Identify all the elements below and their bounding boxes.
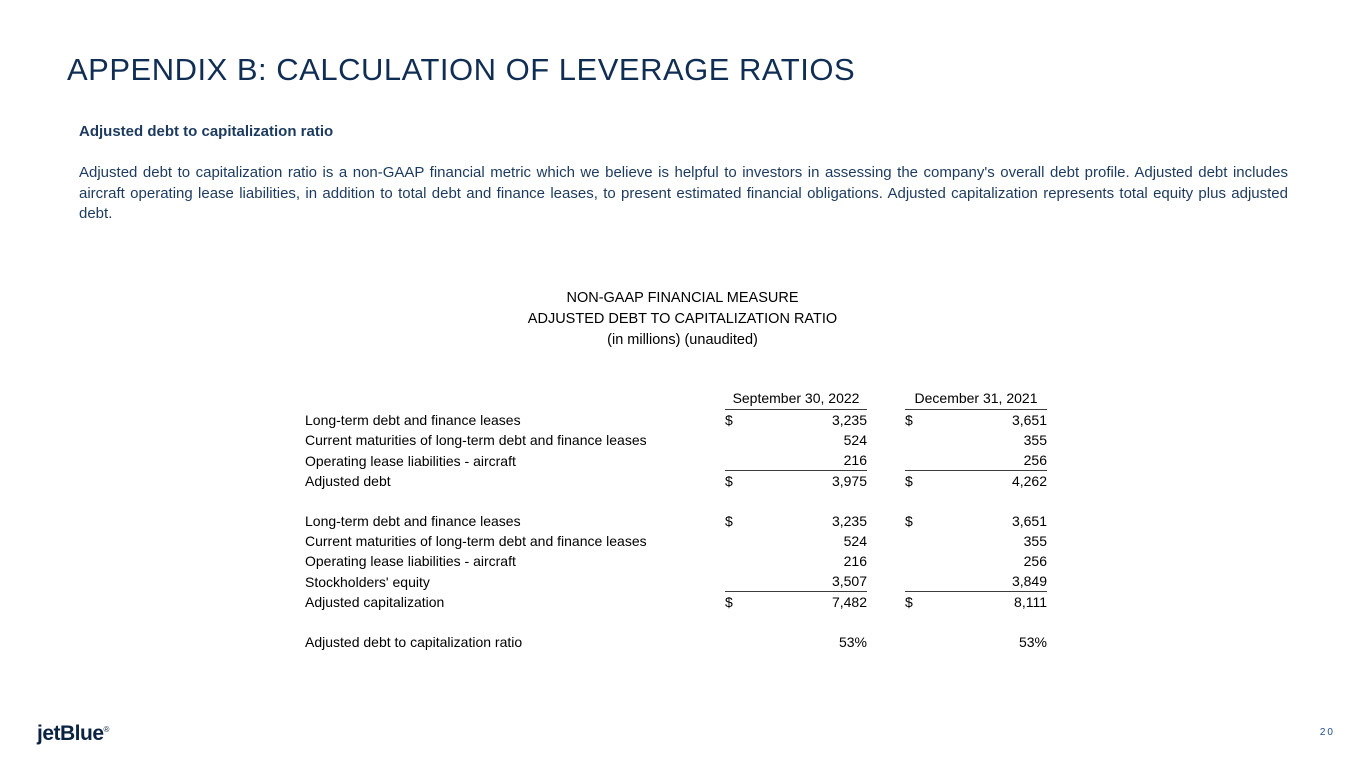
table-row-total: [305, 471, 1047, 492]
table-row: [305, 511, 1047, 531]
value-cell: 53%: [1018, 634, 1047, 650]
financial-table: [305, 388, 1047, 652]
table-row-total: [305, 592, 1047, 613]
column-gap: [867, 571, 905, 592]
currency-cell: [725, 430, 755, 450]
row-label: Stockholders' equity: [305, 573, 430, 590]
value-cell: 3,849: [935, 571, 1047, 592]
currency-cell: [905, 531, 935, 551]
currency-cell: $: [725, 412, 733, 428]
currency-cell: [905, 632, 935, 652]
row-label: Long-term debt and finance leases: [305, 412, 521, 428]
header-spacer: [305, 388, 725, 410]
table-row: [305, 430, 1047, 450]
section-spacer: [305, 612, 1047, 632]
currency-cell: $: [725, 473, 733, 489]
value-cell: 7,482: [831, 594, 867, 610]
currency-cell: [725, 632, 755, 652]
column-gap: [867, 632, 905, 652]
currency-cell: [905, 450, 935, 471]
table-heading-line-2: ADJUSTED DEBT TO CAPITALIZATION RATIO: [527, 311, 838, 327]
section-heading: Adjusted debt to capitalization ratio: [79, 123, 334, 140]
row-label: Adjusted debt to capitalization ratio: [305, 634, 523, 650]
value-cell: 524: [843, 533, 867, 549]
column-gap: [867, 511, 905, 531]
currency-cell: [905, 430, 935, 450]
column-gap: [867, 410, 905, 431]
value-cell: 3,651: [1011, 513, 1047, 529]
intro-paragraph: Adjusted debt to capitalization ratio is a non-GAAP financial metric which we believe is helpful to investors in assessing the company's overall debt profile. Adjusted debt includes aircraft operating lease liabilities, in addition to total debt and finance leases, to present estimated financial obligations. Adjusted capitalization represents total equity plus adjusted debt.: [79, 164, 1288, 222]
table-row: [305, 410, 1047, 431]
table-heading-line-3: (in millions) (unaudited): [607, 332, 758, 348]
table-header-row: [305, 388, 1047, 410]
value-cell: 3,651: [1011, 412, 1047, 428]
value-cell: 216: [755, 450, 867, 471]
row-label: Adjusted debt: [305, 473, 391, 489]
currency-cell: $: [725, 513, 733, 529]
row-label: Operating lease liabilities - aircraft: [305, 553, 516, 569]
value-cell: 3,235: [831, 513, 867, 529]
column-gap: [867, 430, 905, 450]
column-gap: [867, 531, 905, 551]
column-header-dec-2021: December 31, 2021: [905, 388, 1047, 410]
section-spacer: [305, 491, 1047, 511]
column-header-sep-2022: September 30, 2022: [725, 388, 867, 410]
table-row: [305, 531, 1047, 551]
page-number: 20: [1319, 727, 1335, 738]
row-label: Adjusted capitalization: [305, 594, 445, 610]
value-cell: 256: [1023, 553, 1047, 569]
currency-cell: $: [905, 594, 913, 610]
value-cell: 3,235: [831, 412, 867, 428]
row-label: Current maturities of long-term debt and finance leases: [305, 432, 647, 448]
jetblue-logo: [37, 722, 109, 746]
currency-cell: [725, 571, 755, 592]
value-cell: 355: [1023, 432, 1047, 448]
currency-cell: $: [905, 513, 913, 529]
row-label: Current maturities of long-term debt and finance leases: [305, 533, 647, 549]
currency-cell: [725, 450, 755, 471]
currency-cell: $: [725, 594, 733, 610]
currency-cell: [725, 531, 755, 551]
table-heading-line-1: NON-GAAP FINANCIAL MEASURE: [566, 290, 799, 306]
value-cell: 524: [843, 432, 867, 448]
row-label: Operating lease liabilities - aircraft: [305, 452, 516, 469]
value-cell: 3,975: [831, 473, 867, 489]
currency-cell: $: [905, 473, 913, 489]
value-cell: 3,507: [755, 571, 867, 592]
table-heading: [0, 288, 1365, 351]
table-row-ratio: [305, 632, 1047, 652]
header-gap: [867, 388, 905, 410]
jetblue-logo-text: jetBlue: [37, 722, 104, 745]
value-cell: 8,111: [1014, 594, 1047, 610]
table-row: [305, 551, 1047, 571]
currency-cell: [725, 551, 755, 571]
row-label: Long-term debt and finance leases: [305, 513, 521, 529]
table-row: [305, 450, 1047, 471]
page-title: APPENDIX B: CALCULATION OF LEVERAGE RATIOS: [67, 52, 856, 87]
value-cell: 355: [1023, 533, 1047, 549]
currency-cell: $: [905, 412, 913, 428]
column-gap: [867, 450, 905, 471]
value-cell: 256: [935, 450, 1047, 471]
currency-cell: [905, 551, 935, 571]
column-gap: [867, 551, 905, 571]
column-gap: [867, 471, 905, 492]
value-cell: 53%: [838, 634, 867, 650]
currency-cell: [905, 571, 935, 592]
table-row: [305, 571, 1047, 592]
registered-trademark-symbol: ®: [103, 725, 109, 734]
value-cell: 216: [843, 553, 867, 569]
column-gap: [867, 592, 905, 613]
value-cell: 4,262: [1011, 473, 1047, 489]
